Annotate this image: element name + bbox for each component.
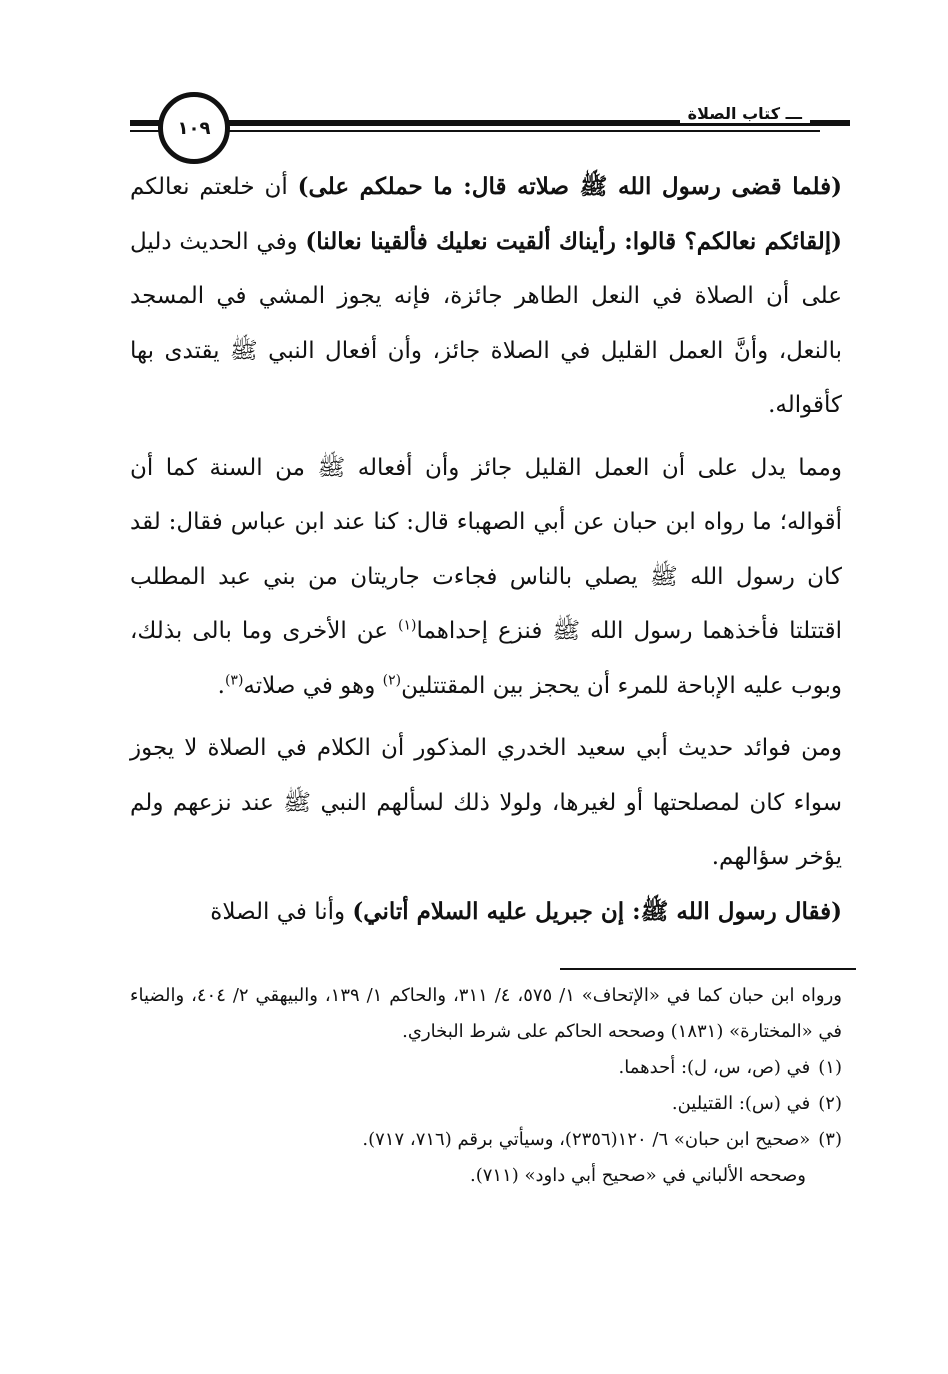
header-dash: [820, 120, 850, 126]
paragraph-2-text-c: وهو في صلاته: [243, 672, 383, 699]
paragraph-2-end: .: [217, 672, 225, 699]
hadith-quote-3: (فقال رسول الله ﷺ: إن جبريل عليه السلام أتاني): [352, 897, 842, 925]
paragraph-2: [130, 441, 842, 714]
paragraph-1: [130, 160, 842, 433]
footnote-3-text: «صحيح ابن حبان» ٦/ ١٢٠(٢٣٥٦)، وسيأتي برقم (٧١٦، ٧١٧).: [362, 1129, 811, 1150]
paragraph-4: [130, 885, 842, 940]
hadith-quote-2: (إلقائكم نعالكم؟ قالوا: رأيناك ألقيت نعليك فألقينا نعالنا): [305, 227, 843, 255]
footnote-3: [130, 1122, 842, 1158]
footnote-2-text: في (س): القتيلين.: [671, 1093, 811, 1114]
paragraph-2-text-a: ومما يدل على أن العمل القليل جائز وأن أفعاله ﷺ من السنة كما أن أقواله؛ ما رواه ابن حبان عن أبي الصهباء قال: كنا عند ابن عباس فقال: لقد كان رسول الله ﷺ يصلي بالناس فجاءت جاريتان من بني عبد المطلب اقتتلتا فأخذهما رسول الله ﷺ فنزع إحداهما: [130, 454, 842, 644]
footnote-1-number: (١): [818, 1057, 842, 1078]
chapter-title: ـــ كتاب الصلاة: [680, 104, 810, 123]
footnote-2: [130, 1086, 842, 1122]
footnote-1: [130, 1050, 842, 1086]
footnote-ref-3: (٣): [224, 671, 244, 688]
footnotes: [130, 978, 842, 1194]
footnote-3-continuation: وصححه الألباني في «صحيح أبي داود» (٧١١).: [470, 1165, 806, 1186]
paragraph-4-text: وأنا في الصلاة: [210, 898, 353, 925]
footnote-1-text: في (ص، س، ل): أحدهما.: [618, 1057, 811, 1078]
main-text: [130, 160, 842, 939]
paragraph-3: ومن فوائد حديث أبي سعيد الخدري المذكور أن الكلام في الصلاة لا يجوز سواء كان لمصلحتها أو لغيرها، ولولا ذلك لسألهم النبي ﷺ عند نزعهم ولم يؤخر سؤالهم.: [130, 735, 842, 870]
paragraph-1-text-b: وفي الحديث دليل على أن الصلاة في النعل الطاهر جائزة، فإنه يجوز المشي في المسجد بالنعل، وأنَّ العمل القليل في الصلاة جائز، وأن أفعال النبي ﷺ يقتدى بها كأقواله.: [130, 228, 842, 418]
paragraph-2-text-b: عن الأخرى وما بالى بذلك، وبوب عليه الإباحة للمرء أن يحجز بين المقتتلين: [130, 618, 842, 699]
footnote-ref-1: (١): [397, 617, 417, 634]
paragraph-1-text-a: أن خلعتم نعالكم: [130, 174, 298, 200]
hadith-quote-1: (فلما قضى رسول الله ﷺ صلاته قال: ما حملكم على): [297, 173, 842, 200]
footnote-separator: [560, 968, 856, 970]
footnote-3-number: (٣): [818, 1129, 842, 1150]
page-header: [130, 92, 850, 162]
header-rule-thin: [130, 130, 820, 132]
footnote-2-number: (٢): [818, 1093, 842, 1114]
footnote-intro: ورواه ابن حبان كما في «الإتحاف» ١/ ٥٧٥، ٤/ ٣١١، والحاكم ١/ ١٣٩، والبيهقي ٢/ ٤٠٤، والضياء في «المختارة» (١٨٣١) وصححه الحاكم على شرط البخاري.: [130, 985, 842, 1042]
footnote-ref-2: (٢): [382, 671, 402, 688]
page-number: ١٠٩: [158, 92, 230, 164]
